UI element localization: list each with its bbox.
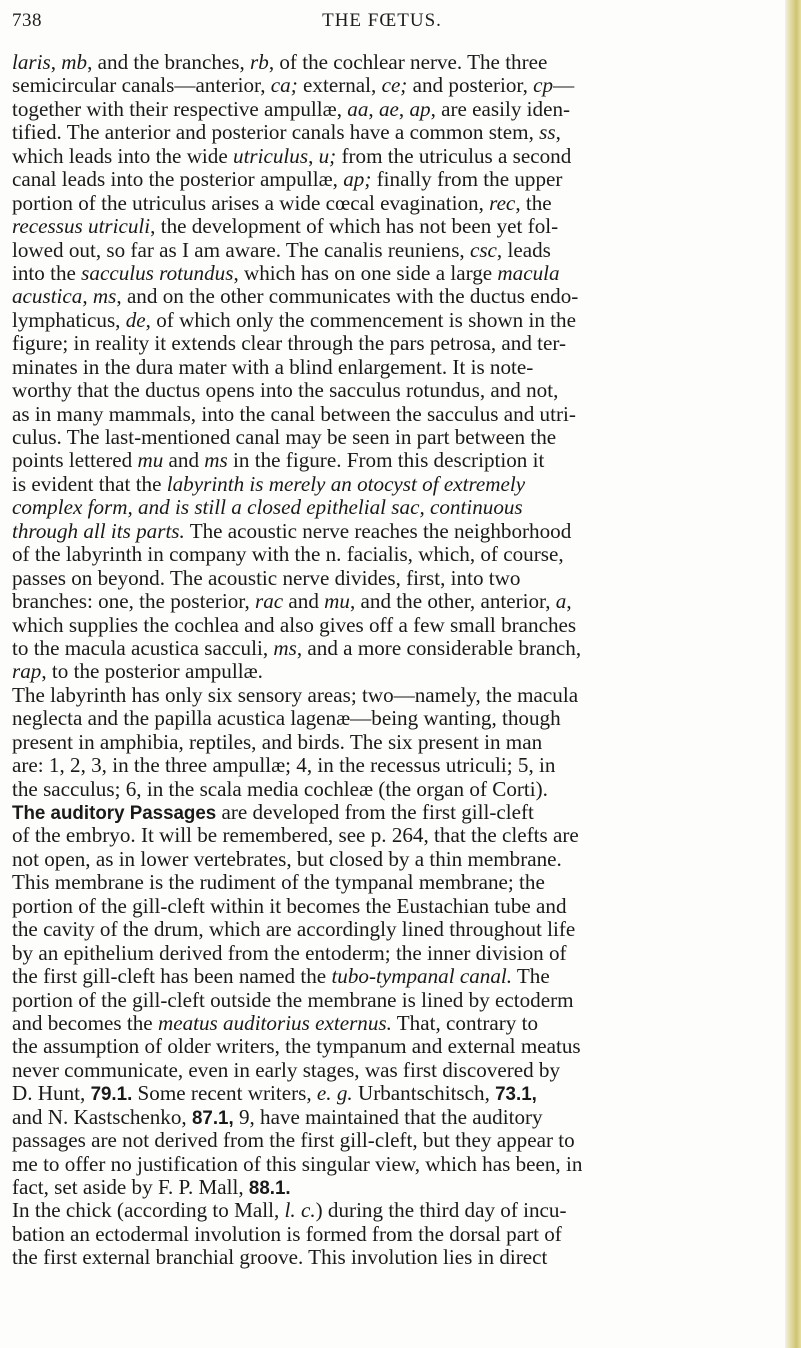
text-run: passages are not derived from the first gill-cleft, but they appear to xyxy=(12,1128,575,1153)
text-line xyxy=(12,332,758,355)
text-line xyxy=(12,801,758,824)
text-line xyxy=(12,51,758,74)
text-run: The labyrinth has only six sensory areas; two—namely, the macula xyxy=(12,682,579,707)
text-line xyxy=(12,707,758,730)
text-run: , of which only the commencement is shown in the xyxy=(145,307,576,332)
italic-run: u; xyxy=(318,143,337,168)
text-line xyxy=(12,1223,758,1246)
text-run: , and the branches, xyxy=(87,51,251,74)
italic-run: csc xyxy=(469,237,497,262)
text-line xyxy=(12,1153,758,1176)
text-run: semicircular canals—anterior, xyxy=(12,73,271,98)
italic-run: aa xyxy=(347,96,369,121)
text-line xyxy=(12,262,758,285)
text-line xyxy=(12,895,758,918)
text-line xyxy=(12,871,758,894)
text-run: , which has on one side a large xyxy=(233,260,498,285)
text-line xyxy=(12,379,758,402)
text-line xyxy=(12,848,758,871)
text-run: finally from the upper xyxy=(371,167,563,192)
text-run: worthy that the ductus opens into the sacculus rotundus, and not, xyxy=(12,378,559,403)
italic-run: mu xyxy=(324,589,350,614)
page-number: 738 xyxy=(12,10,42,31)
italic-run: ae xyxy=(378,96,399,121)
body-text xyxy=(12,51,768,1341)
text-line xyxy=(12,1246,758,1269)
italic-run: e. g. xyxy=(316,1081,353,1106)
text-run: This membrane is the rudiment of the tympanal membrane; the xyxy=(12,870,545,895)
text-run: , of the cochlear nerve. The three xyxy=(268,51,548,74)
text-run: the assumption of older writers, the tympanum and external meatus xyxy=(12,1034,581,1059)
text-line xyxy=(12,590,758,613)
italic-run: rac xyxy=(254,589,284,614)
italic-run: mb xyxy=(61,51,88,74)
bold-run: 73.1, xyxy=(495,1084,537,1106)
italic-run: ca; xyxy=(270,73,298,98)
text-run: and N. Kastschenko, xyxy=(12,1104,192,1129)
text-line xyxy=(12,473,758,496)
text-run: bation an ectodermal involution is formed from the dorsal part of xyxy=(12,1221,562,1246)
text-run: points lettered xyxy=(12,448,138,473)
text-run: , xyxy=(398,96,410,121)
text-run: portion of the gill-cleft outside the membrane is lined by ectoderm xyxy=(12,987,574,1012)
text-run: , the xyxy=(515,190,552,215)
text-run: In the chick (according to Mall, xyxy=(12,1198,285,1223)
bold-run: 79.1. xyxy=(90,1084,133,1106)
text-line xyxy=(12,285,758,308)
text-run: 9, have maintained that the auditory xyxy=(233,1104,543,1129)
text-run: me to offer no justification of this singular view, which has been, in xyxy=(12,1151,583,1176)
text-run: fact, set aside by F. P. Mall, xyxy=(12,1175,249,1199)
text-run: from the utriculus a second xyxy=(336,143,572,168)
text-run: of the labyrinth in company with the n. facialis, which, of course, xyxy=(12,542,564,567)
text-run: external, xyxy=(297,73,382,98)
running-head: THE FŒTUS. xyxy=(322,10,442,31)
page-header xyxy=(12,10,752,34)
italic-run: ms xyxy=(204,448,228,473)
text-run: the first gill-cleft has been named the xyxy=(12,964,332,989)
text-run: , and on the other communicates with the ductus endo- xyxy=(116,284,579,309)
text-line xyxy=(12,98,758,121)
text-run: The xyxy=(512,964,550,989)
text-line xyxy=(12,543,758,566)
text-line xyxy=(12,942,758,965)
italic-run: de xyxy=(125,307,146,332)
italic-run: rec xyxy=(489,190,516,215)
text-line xyxy=(12,637,758,660)
bold-run: 88.1. xyxy=(248,1178,291,1199)
text-run: figure; in reality it extends clear through the pars petrosa, and ter- xyxy=(12,331,567,356)
text-run: branches: one, the posterior, xyxy=(12,589,255,614)
text-run: The acoustic nerve reaches the neighborhood xyxy=(184,518,572,543)
italic-run: rap xyxy=(12,659,42,684)
text-run: which leads into the wide xyxy=(12,143,234,168)
text-run: is evident that the xyxy=(12,471,167,496)
text-run: the cavity of the drum, which are accordingly lined throughout life xyxy=(12,917,576,942)
text-run: not open, as in lower vertebrates, but closed by a thin membrane. xyxy=(12,846,562,871)
italic-run: mu xyxy=(137,448,164,473)
text-run: present in amphibia, reptiles, and birds. The six present in man xyxy=(12,729,543,754)
text-line xyxy=(12,74,758,97)
text-run: portion of the gill-cleft within it becomes the Eustachian tube and xyxy=(12,893,567,918)
text-line xyxy=(12,824,758,847)
text-run: That, contrary to xyxy=(391,1010,539,1035)
text-line xyxy=(12,1012,758,1035)
text-line xyxy=(12,778,758,801)
bold-run: 87.1, xyxy=(191,1107,234,1129)
text-run: , the development of which has not been yet fol- xyxy=(150,214,559,239)
text-line xyxy=(12,449,758,472)
italic-run: meatus auditorius externus. xyxy=(157,1010,392,1035)
text-run: minates in the dura mater with a blind enlargement. It is note- xyxy=(12,354,534,379)
italic-run: ce; xyxy=(381,73,408,98)
italic-run: laris xyxy=(12,51,51,74)
text-line xyxy=(12,965,758,988)
text-line xyxy=(12,567,758,590)
italic-run: acustica xyxy=(12,284,83,309)
text-run: neglecta and the papilla acustica lagenæ—being wanting, though xyxy=(12,706,561,731)
text-run: D. Hunt, xyxy=(12,1081,91,1106)
text-run: , xyxy=(368,96,379,121)
text-line xyxy=(12,239,758,262)
italic-run: a xyxy=(555,589,567,614)
text-run: and xyxy=(163,448,205,473)
text-run: tified. The anterior and posterior canals have a common stem, xyxy=(12,120,540,145)
italic-run: ms xyxy=(92,284,117,309)
text-run: the first external branchial groove. This involution lies in direct xyxy=(12,1245,548,1270)
text-line xyxy=(12,660,758,683)
text-run: , xyxy=(555,120,561,145)
text-run: Urbantschitsch, xyxy=(352,1081,496,1106)
text-run: , leads xyxy=(496,237,551,262)
text-line xyxy=(12,1176,758,1199)
text-run: are developed from the first gill-cleft xyxy=(216,800,534,824)
text-run: together with their respective ampullæ, xyxy=(12,96,348,121)
text-run: into the xyxy=(12,260,82,285)
italic-run: l. c. xyxy=(284,1198,316,1223)
text-line xyxy=(12,215,758,238)
text-line xyxy=(12,1199,758,1222)
text-run: never communicate, even in early stages, was first discovered by xyxy=(12,1057,561,1082)
text-line xyxy=(12,918,758,941)
page-edge xyxy=(785,0,801,1348)
italic-run: through all its parts. xyxy=(12,518,185,543)
italic-run: sacculus rotundus xyxy=(81,260,234,285)
text-run: portion of the utriculus arises a wide cœcal evagination, xyxy=(12,190,490,215)
text-run: , are easily iden- xyxy=(430,96,571,121)
text-line xyxy=(12,121,758,144)
italic-run: complex form, and is still a closed epithelial sac, continuous xyxy=(12,495,523,520)
text-run: , and the other, anterior, xyxy=(349,589,556,614)
text-line xyxy=(12,1129,758,1152)
text-run: ) during the third day of incu- xyxy=(315,1198,567,1223)
text-run: as in many mammals, into the canal between the sacculus and utri- xyxy=(12,401,576,426)
text-run: Some recent writers, xyxy=(132,1081,317,1106)
italic-run: ap xyxy=(409,96,431,121)
text-run: are: 1, 2, 3, in the three ampullæ; 4, in the recessus utriculi; 5, in xyxy=(12,753,556,778)
text-run: culus. The last-mentioned canal may be seen in part between the xyxy=(12,425,557,449)
italic-run: ap; xyxy=(343,167,372,192)
text-line xyxy=(12,614,758,637)
italic-run: cp xyxy=(533,73,554,98)
text-run: , xyxy=(50,51,62,74)
text-run: , and a more considerable branch, xyxy=(296,635,582,660)
italic-run: labyrinth is merely an otocyst of extremely xyxy=(166,471,526,496)
text-run: canal leads into the posterior ampullæ, xyxy=(12,167,344,192)
italic-run: recessus utriculi xyxy=(12,214,151,239)
text-line xyxy=(12,520,758,543)
text-run: and xyxy=(283,589,325,614)
text-run: lymphaticus, xyxy=(12,307,126,332)
text-line xyxy=(12,168,758,191)
text-run: to the macula acustica sacculi, xyxy=(12,635,274,660)
text-line xyxy=(12,403,758,426)
text-line xyxy=(12,356,758,379)
text-line xyxy=(12,731,758,754)
text-run: of the embryo. It will be remembered, see p. 264, that the clefts are xyxy=(12,823,579,848)
text-line xyxy=(12,309,758,332)
text-run: , xyxy=(566,589,572,614)
text-line xyxy=(12,989,758,1012)
text-run: the sacculus; 6, in the scala media cochleæ (the organ of Corti). xyxy=(12,776,548,801)
text-run: — xyxy=(553,73,575,98)
text-line xyxy=(12,496,758,519)
text-run: in the figure. From this description it xyxy=(227,448,545,473)
italic-run: macula xyxy=(497,260,560,285)
text-run: and posterior, xyxy=(407,73,534,98)
bold-run: The auditory Passages xyxy=(12,803,217,824)
text-line xyxy=(12,426,758,449)
italic-run: ss xyxy=(539,120,556,145)
text-line xyxy=(12,192,758,215)
text-line xyxy=(12,754,758,777)
text-line xyxy=(12,684,758,707)
text-line xyxy=(12,1082,758,1105)
text-run: , to the posterior ampullæ. xyxy=(41,659,263,684)
text-run: by an epithelium derived from the entoderm; the inner division of xyxy=(12,940,567,965)
text-run: , xyxy=(82,284,93,309)
italic-run: ms xyxy=(273,635,297,660)
italic-run: rb xyxy=(250,51,269,74)
text-run: , xyxy=(308,143,319,168)
text-run: and becomes the xyxy=(12,1010,158,1035)
text-line xyxy=(12,1035,758,1058)
text-line xyxy=(12,1059,758,1082)
text-run: which supplies the cochlea and also gives off a few small branches xyxy=(12,612,577,637)
text-run: lowed out, so far as I am aware. The canalis reuniens, xyxy=(12,237,470,262)
italic-run: tubo-tympanal canal. xyxy=(331,964,513,989)
text-run: passes on beyond. The acoustic nerve divides, first, into two xyxy=(12,565,521,590)
text-line xyxy=(12,145,758,168)
text-line xyxy=(12,1106,758,1129)
italic-run: utriculus xyxy=(233,143,309,168)
